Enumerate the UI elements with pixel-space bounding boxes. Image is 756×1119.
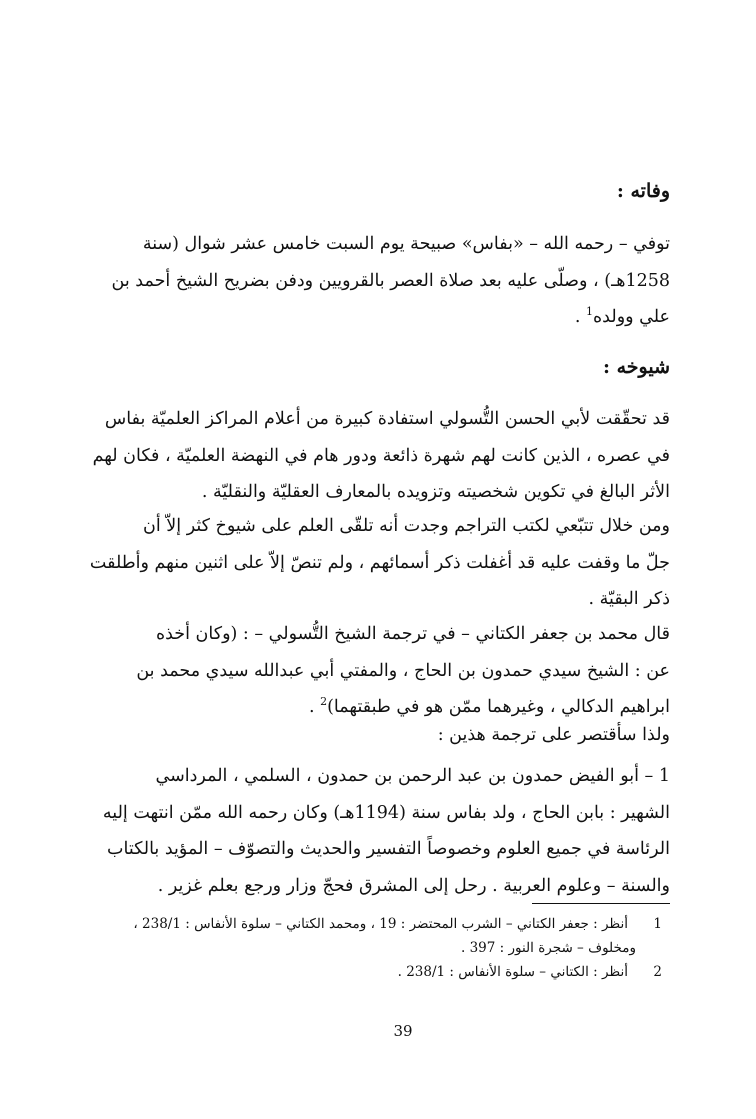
footnote-continuation: ومخلوف – شجرة النور : 397 . — [460, 940, 636, 956]
text-line: في عصره ، الذين كانت لهم شهرة ذائعة ودور هام في النهضة العلميّة ، فكان لهم — [92, 445, 670, 466]
teachers-paragraph-2 — [89, 508, 670, 618]
text-line: قد تحقّقت لأبي الحسن التُّسولي استفادة كبيرة من أعلام المراكز العلميّة بفاس — [104, 409, 670, 429]
death-paragraph — [111, 226, 670, 336]
teachers-paragraph-1 — [92, 367, 670, 511]
footnotes — [133, 912, 670, 984]
text-line: قال محمد بن جعفر الكتاني – في ترجمة الشيخ التُّسولي – : (وكان أخذه — [155, 624, 670, 644]
text-line: ولذا سأقتصر على ترجمة هذين : — [437, 725, 670, 745]
footnote-item — [133, 912, 670, 936]
text-fragment: ابراهيم الدكالي ، وغيرهما ممّن هو في طبقتهما) — [327, 697, 670, 717]
footnote-item — [136, 960, 670, 984]
text-fragment: علي وولده — [593, 307, 670, 327]
teachers-paragraph-4 — [136, 717, 670, 754]
text-line: توفي – رحمه الله – «بفاس» صبيحة يوم السبت خامس عشر شوال (سنة — [142, 234, 670, 254]
footnote-text: أنظر : الكتاني – سلوة الأنفاس : 238/1 . — [397, 964, 628, 980]
text-line: جلّ ما وقفت عليه قد أغفلت ذكر أسمائهم ، ولم تنصّ إلاّ على اثنين منهم وأطلقت — [89, 552, 670, 573]
teachers-heading: شيوخه : — [602, 356, 670, 378]
footnote-number: 2 — [653, 964, 662, 980]
footnote-separator — [532, 903, 670, 904]
teachers-paragraph-5 — [102, 758, 670, 904]
book-page — [89, 0, 670, 1119]
text-line: الشهير : بابن الحاج ، ولد بفاس سنة (1194هـ) وكان رحمه الله ممّن انتهت إليه — [102, 802, 670, 823]
text-line: 1 – أبو الفيض حمدون بن عبد الرحمن بن حمدون ، السلمي ، المرداسي — [155, 766, 670, 786]
text-line: الأثر البالغ في تكوين شخصيته وتزويده بالمعارف العقليّة والنقليّة . — [201, 482, 670, 502]
text-line: ومن خلال تتبّعي لكتب التراجم وجدت أنه تلقّى العلم على شيوخ كثر إلاّ أن — [143, 516, 670, 536]
footnote-number: 1 — [653, 916, 662, 932]
text-fragment: . — [574, 307, 587, 327]
death-heading: وفاته : — [616, 180, 670, 202]
text-line — [136, 299, 670, 336]
footnote-text: أنظر : جعفر الكتاني – الشرب المحتضر : 19 ، ومحمد الكتاني – سلوة الأنفاس : 238/1 ، — [133, 916, 628, 932]
text-line: والسنة – وعلوم العربية . رحل إلى المشرق فحجّ وزار ورجع بعلم غزير . — [157, 875, 670, 896]
text-line: ذكر البقيّة . — [588, 589, 670, 609]
text-line: الرئاسة في جميع العلوم وخصوصاً التفسير والحديث والتصوّف – المؤيد بالكتاب — [107, 839, 670, 859]
page-number: 39 — [393, 1022, 413, 1040]
teachers-paragraph-3 — [136, 616, 670, 726]
text-line: 1258هـ) ، وصلّى عليه بعد صلاة العصر بالقرويين ودفن بضريح الشيخ أحمد بن — [111, 270, 670, 291]
text-line: عن : الشيخ سيدي حمدون بن الحاج ، والمفتي أبي عبدالله سيدي محمد بن — [136, 660, 670, 681]
text-fragment: . — [308, 697, 321, 717]
footnote-ref-2[interactable]: 2 — [320, 695, 328, 709]
footnote-ref-1[interactable]: 1 — [586, 305, 594, 319]
